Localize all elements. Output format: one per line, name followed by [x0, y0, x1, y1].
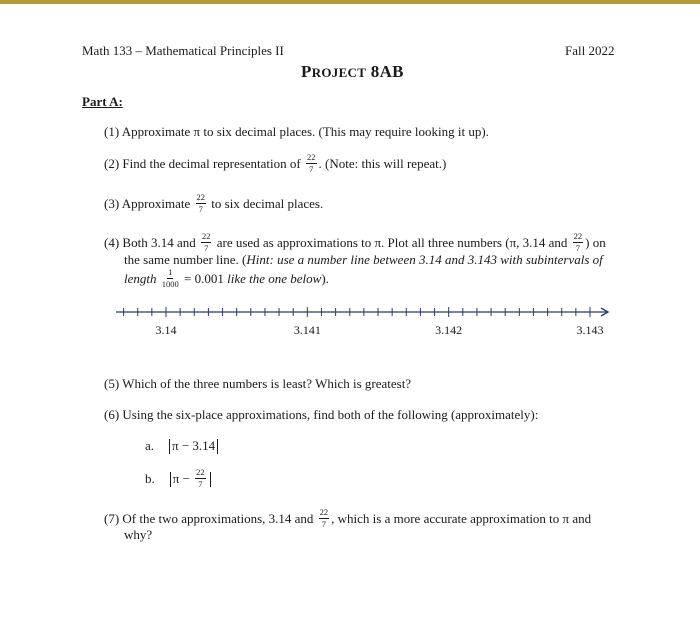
fraction-22-7: $\frac{22}{7}$	[319, 507, 329, 529]
question-4-line-2: the same number line. (Hint: use a number line between 3.14 and 3.143 with subintervals of	[124, 252, 603, 267]
question-6a: a. π − 3.14	[145, 438, 220, 455]
question-6b: b. π − $\frac{22}{7}$	[145, 470, 213, 490]
term: Fall 2022	[565, 43, 615, 58]
question-3: (3) Approximate $\frac{22}{7}$ to six decimal places.	[104, 192, 324, 214]
fraction-22-7: $\frac{22}{7}$	[573, 231, 583, 253]
question-7-line-2: why?	[124, 527, 153, 542]
fraction-22-7: $\frac{22}{7}$	[201, 231, 211, 253]
part-a-heading: Part A:	[82, 94, 123, 109]
question-5: (5) Which of the three numbers is least? Which is greatest?	[104, 376, 412, 391]
fraction-22-7: $\frac{22}{7}$	[196, 192, 206, 214]
question-4-line-3: length $\frac{1}{1000}$ = 0.001 like the one below).	[124, 267, 329, 289]
number-line-label: 3.142	[435, 323, 463, 337]
question-7-line-1: (7) Of the two approximations, 3.14 and $\frac{22}{7}$ , which is a more accurate approximation to π and	[104, 507, 592, 529]
fraction-1-1000: $\frac{1}{1000}$	[161, 267, 179, 289]
number-line	[110, 300, 620, 345]
top-accent-bar	[0, 0, 700, 4]
page-title: PROJECT 8AB	[301, 62, 404, 81]
question-2: (2) Find the decimal representation of $\frac{22}{7}$ . (Note: this will repeat.)	[104, 152, 447, 174]
question-1: (1) Approximate π to six decimal places. (This may require looking it up).	[104, 124, 489, 139]
number-line-label: 3.14	[155, 323, 177, 337]
fraction-22-7: $\frac{22}{7}$	[307, 152, 316, 174]
fraction-22-7: $\frac{22}{7}$	[196, 467, 205, 489]
question-4-line-1: (4) Both 3.14 and $\frac{22}{7}$ are used as approximations to π. Plot all three numbers (π, 3.14 and $\frac{22}{7}$ ) on	[104, 231, 606, 253]
course-name: Math 133 – Mathematical Principles II	[82, 43, 284, 58]
number-line-label: 3.143	[576, 323, 604, 337]
number-line-label: 3.141	[293, 323, 321, 337]
question-6: (6) Using the six-place approximations, find both of the following (approximately):	[104, 407, 539, 422]
